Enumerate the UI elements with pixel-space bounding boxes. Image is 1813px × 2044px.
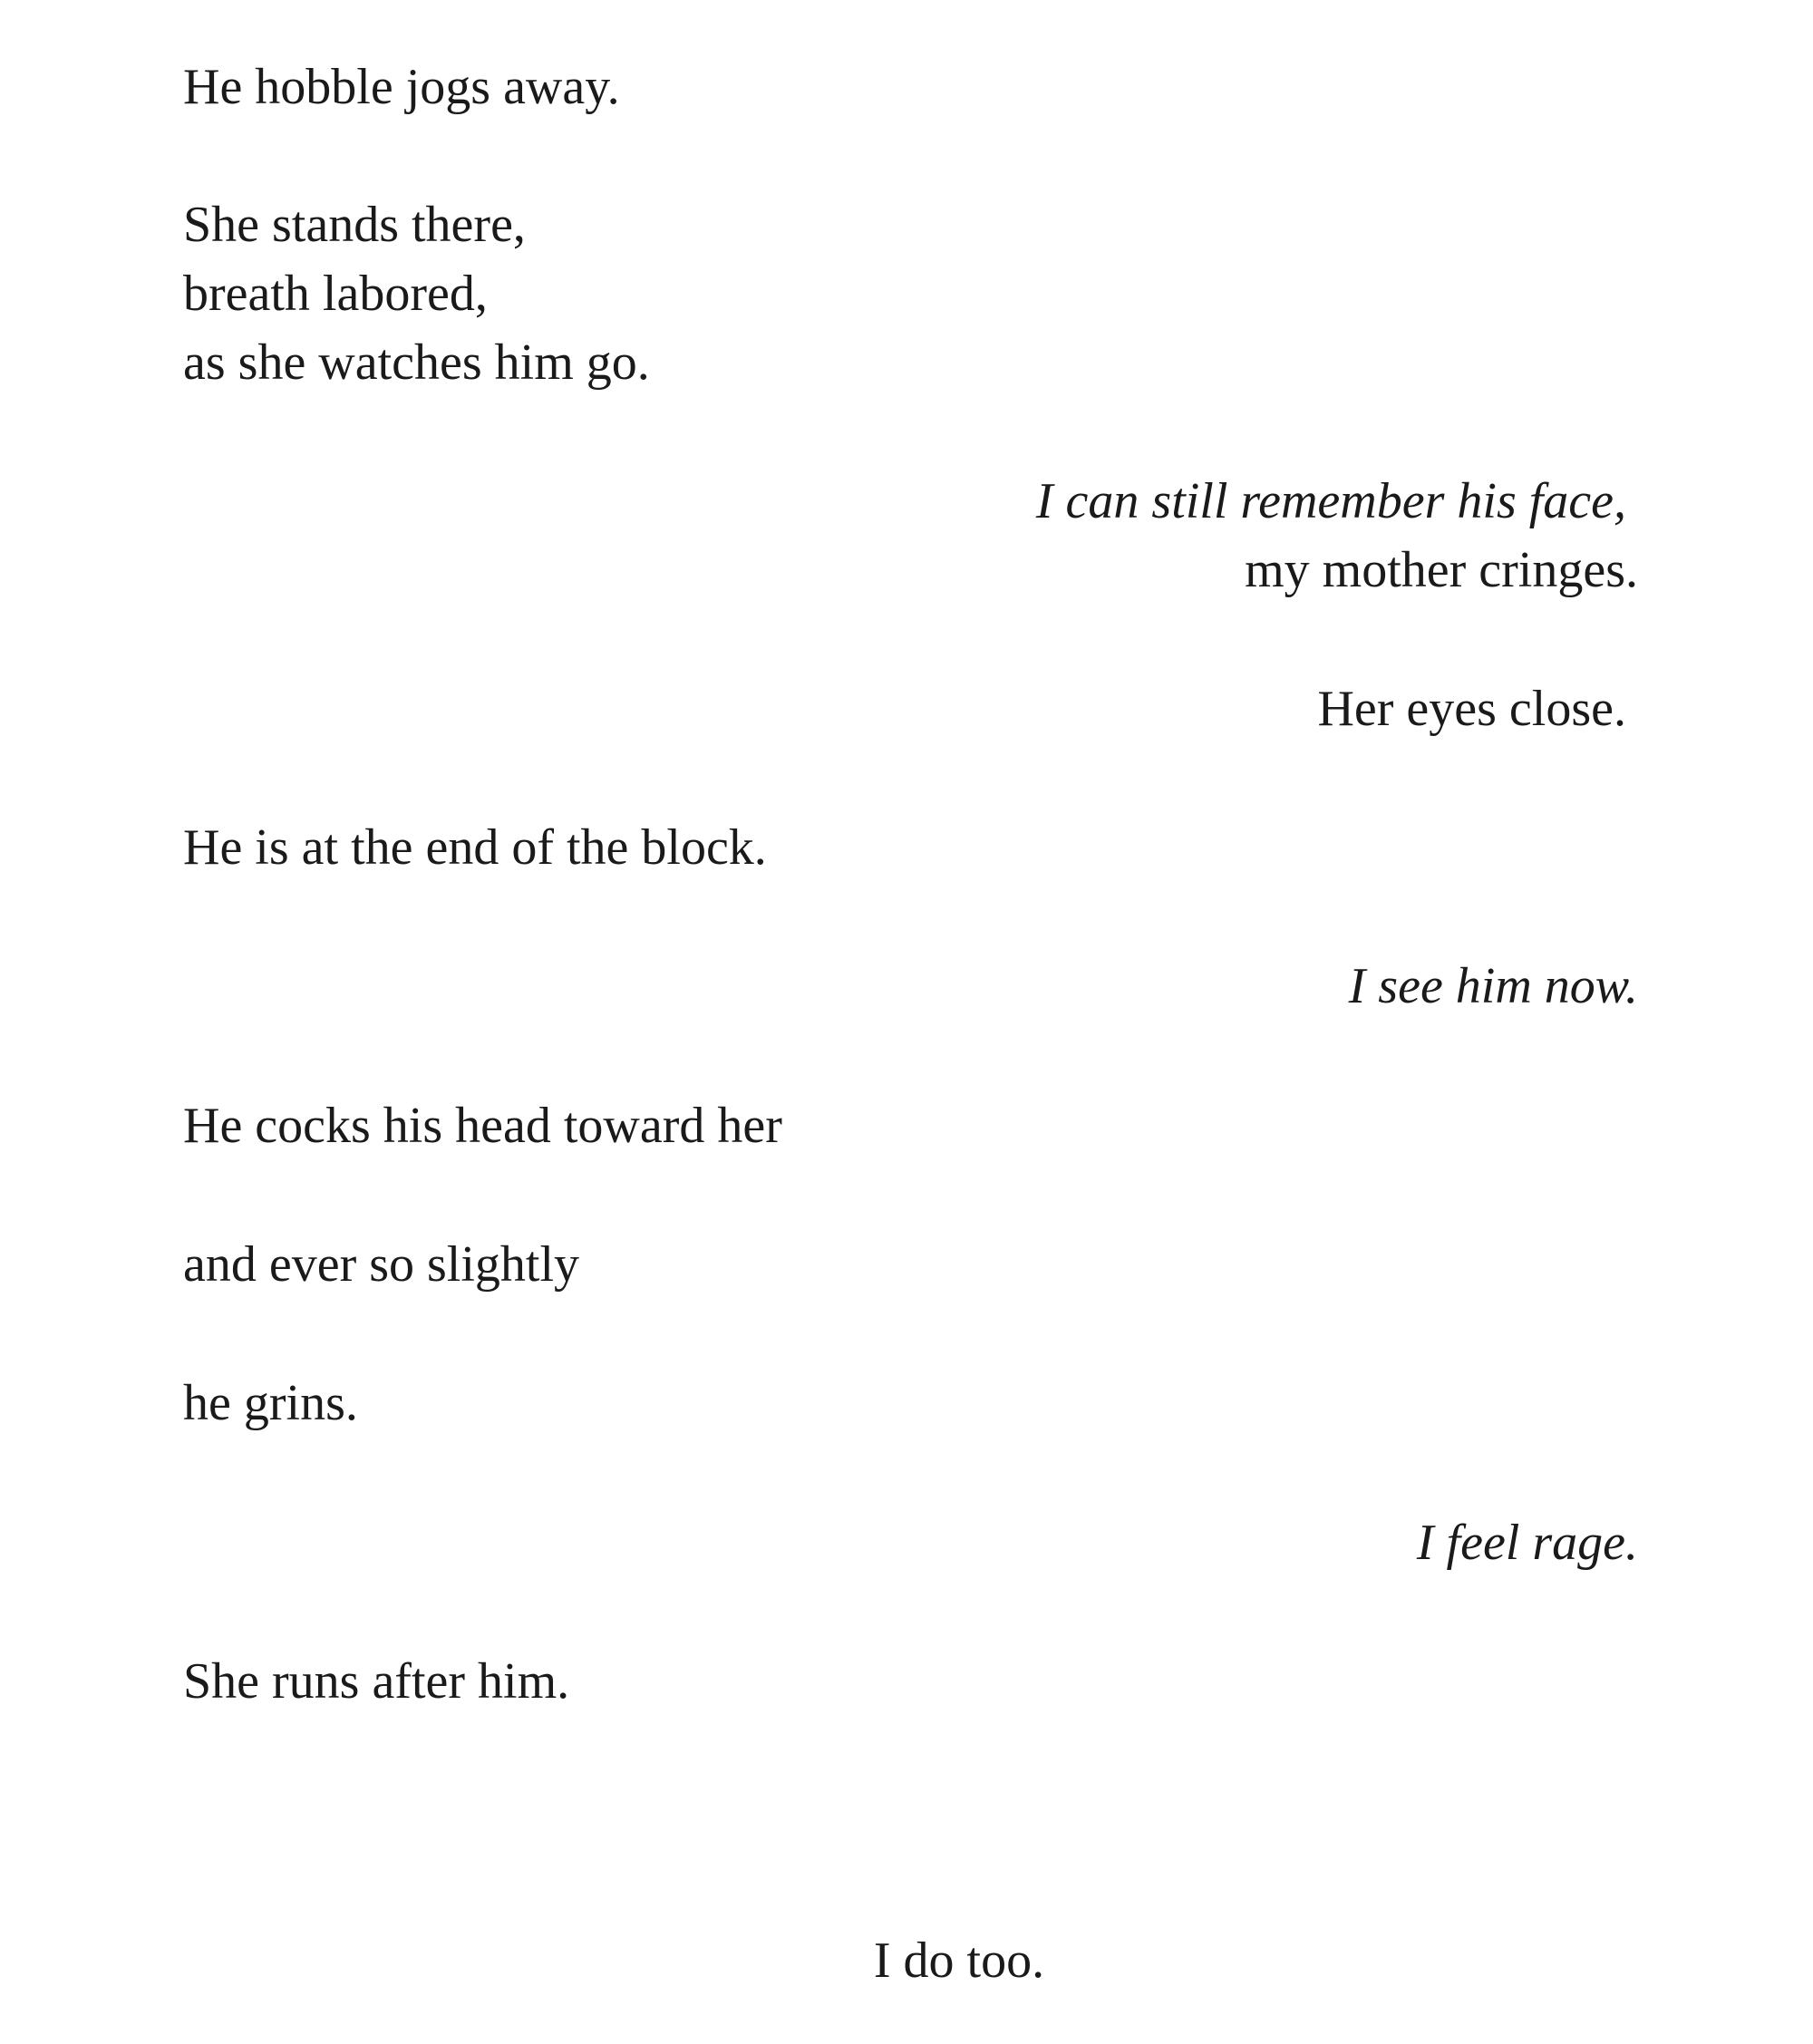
poem-line: He is at the end of the block. xyxy=(183,819,767,876)
poem-line: He cocks his head toward her xyxy=(183,1098,782,1154)
poem-line: He hobble jogs away. xyxy=(183,59,620,115)
poem-line: She stands there, xyxy=(183,197,526,253)
poem-line: breath labored, xyxy=(183,266,488,322)
poem-line-italic: I feel rage. xyxy=(1416,1515,1638,1571)
poem-line-italic: I can still remember his face, xyxy=(1035,473,1626,529)
poem-line: as she watches him go. xyxy=(183,334,650,391)
poem-line: he grins. xyxy=(183,1375,358,1431)
poem-line: and ever so slightly xyxy=(183,1236,580,1293)
poem-line: Her eyes close. xyxy=(1317,681,1626,737)
poem-line-italic: I see him now. xyxy=(1348,958,1638,1014)
poem-line: my mother cringes. xyxy=(1245,542,1638,598)
poem-closing-line: I do too. xyxy=(873,1933,1045,1989)
poem-line: She runs after him. xyxy=(183,1653,570,1710)
